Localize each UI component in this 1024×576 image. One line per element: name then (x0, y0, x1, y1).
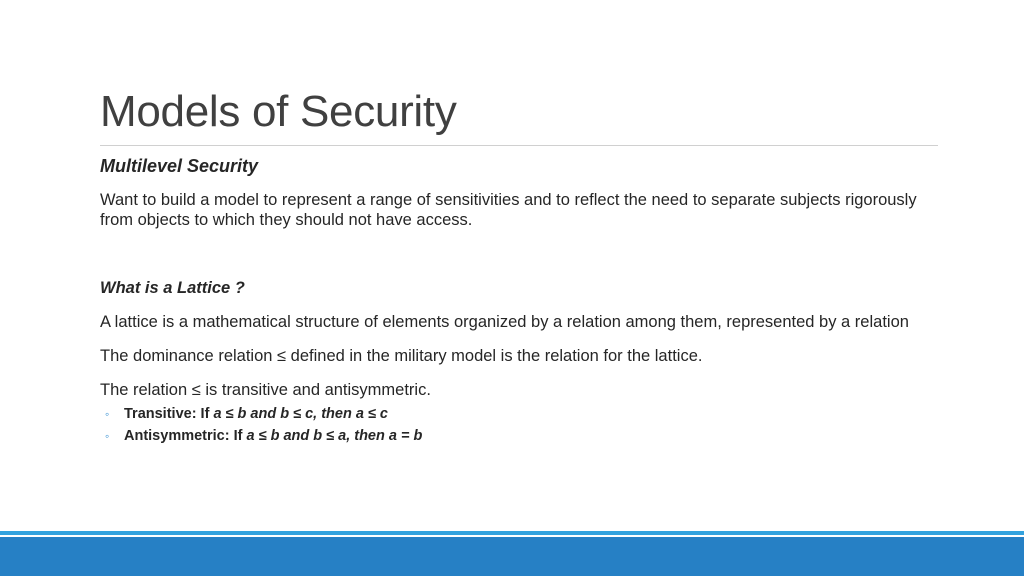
dominance-relation-text: The dominance relation ≤ defined in the military model is the relation for the lattice. (100, 347, 703, 365)
bullet-formula: a ≤ b and b ≤ c, then a ≤ c (213, 406, 388, 422)
bullet-marker-icon: ◦ (105, 407, 110, 421)
section-heading-lattice: What is a Lattice ? (100, 279, 245, 297)
relation-properties-text: The relation ≤ is transitive and antisymmetric. (100, 381, 431, 399)
list-item-transitive (100, 403, 930, 425)
relation-properties-list (100, 403, 930, 447)
bullet-label: Transitive: If (124, 406, 214, 422)
bullet-formula: a ≤ b and b ≤ a, then a = b (246, 428, 423, 444)
title-divider (100, 145, 938, 146)
slide-title: Models of Security (100, 87, 457, 136)
footer-accent-line (0, 531, 1024, 535)
footer-bar (0, 537, 1024, 576)
slide-content (100, 156, 930, 447)
list-item-antisymmetric (100, 425, 930, 447)
bullet-label: Antisymmetric: If (124, 428, 247, 444)
lattice-definition: A lattice is a mathematical structure of elements organized by a relation among them, represented by a relation (100, 313, 909, 331)
bullet-marker-icon: ◦ (105, 429, 110, 443)
section-heading-multilevel: Multilevel Security (100, 156, 259, 176)
multilevel-description: Want to build a model to represent a range of sensitivities and to reflect the need to separate subjects rigorously from objects to which they should not have access. (100, 191, 917, 229)
